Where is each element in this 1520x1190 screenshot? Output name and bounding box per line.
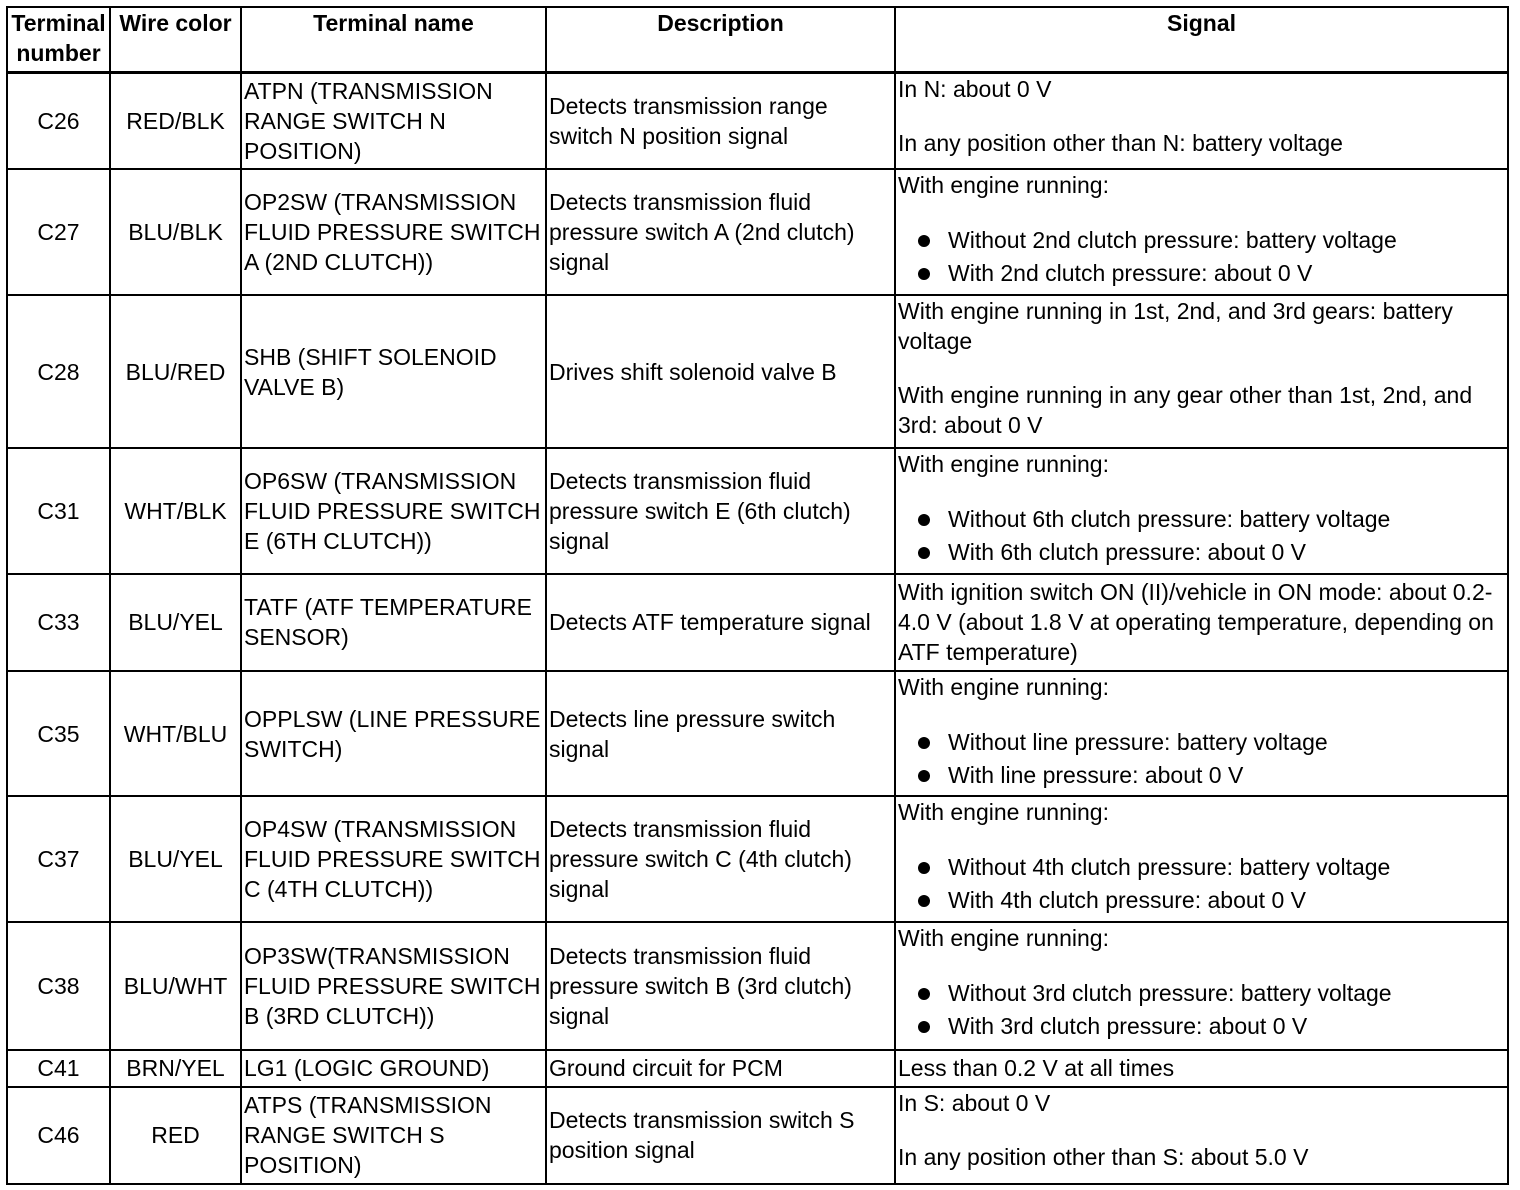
signal-bullet-item: Without 2nd clutch pressure: battery voltage xyxy=(918,224,1505,257)
header-terminal-number: Terminal number xyxy=(7,7,110,72)
wire-color-cell: RED/BLK xyxy=(110,72,241,169)
signal-text: With engine running: xyxy=(898,674,1109,701)
table-body xyxy=(7,72,1508,1184)
table-row xyxy=(7,796,1508,922)
terminal-number-cell: C46 xyxy=(7,1087,110,1184)
signal-text: With engine running: xyxy=(898,925,1109,952)
signal-text: With engine running: xyxy=(898,799,1109,826)
terminal-name-cell: ATPN (TRANSMISSION RANGE SWITCH N POSITION) xyxy=(241,72,546,169)
terminal-number-cell: C35 xyxy=(7,671,110,796)
description-cell: Detects transmission fluid pressure switch C (4th clutch) signal xyxy=(546,796,895,922)
signal-text: With engine running in any gear other than 1st, 2nd, and 3rd: about 0 V xyxy=(898,382,1473,439)
signal-bullet-item: With 2nd clutch pressure: about 0 V xyxy=(918,257,1505,290)
signal-bullet-item: Without line pressure: battery voltage xyxy=(918,726,1505,759)
table-row xyxy=(7,448,1508,574)
table-row xyxy=(7,295,1508,447)
terminal-name-cell: OP3SW(TRANSMISSION FLUID PRESSURE SWITCH B (3RD CLUTCH)) xyxy=(241,922,546,1049)
table-row xyxy=(7,169,1508,295)
signal-cell xyxy=(895,169,1508,295)
header-terminal-name: Terminal name xyxy=(241,7,546,72)
signal-bullet-item: With 6th clutch pressure: about 0 V xyxy=(918,536,1505,569)
terminal-name-cell: OP6SW (TRANSMISSION FLUID PRESSURE SWITCH E (6TH CLUTCH)) xyxy=(241,448,546,574)
table-row xyxy=(7,72,1508,169)
wire-color-cell: BLU/YEL xyxy=(110,574,241,671)
terminal-name-cell: TATF (ATF TEMPERATURE SENSOR) xyxy=(241,574,546,671)
description-cell: Detects transmission fluid pressure switch E (6th clutch) signal xyxy=(546,448,895,574)
description-cell: Detects line pressure switch signal xyxy=(546,671,895,796)
signal-text: With engine running: xyxy=(898,172,1109,199)
signal-cell xyxy=(895,1087,1508,1184)
signal-bullet-list xyxy=(898,503,1505,569)
table-row xyxy=(7,1050,1508,1087)
header-row xyxy=(7,7,1508,72)
wire-color-cell: WHT/BLK xyxy=(110,448,241,574)
header-wire-color: Wire color xyxy=(110,7,241,72)
header-signal: Signal xyxy=(895,7,1508,72)
signal-bullet-item: With 4th clutch pressure: about 0 V xyxy=(918,884,1505,917)
terminal-number-cell: C33 xyxy=(7,574,110,671)
table-row xyxy=(7,1087,1508,1184)
wire-color-cell: WHT/BLU xyxy=(110,671,241,796)
signal-text: With engine running in 1st, 2nd, and 3rd gears: battery voltage xyxy=(898,298,1453,355)
signal-bullet-item: Without 4th clutch pressure: battery voltage xyxy=(918,851,1505,884)
description-cell: Detects transmission fluid pressure switch B (3rd clutch) signal xyxy=(546,922,895,1049)
terminal-name-cell: OPPLSW (LINE PRESSURE SWITCH) xyxy=(241,671,546,796)
terminal-name-cell: OP4SW (TRANSMISSION FLUID PRESSURE SWITCH C (4TH CLUTCH)) xyxy=(241,796,546,922)
terminal-number-cell: C26 xyxy=(7,72,110,169)
signal-text: Less than 0.2 V at all times xyxy=(898,1055,1175,1082)
signal-bullet-list xyxy=(898,224,1505,290)
terminal-name-cell: OP2SW (TRANSMISSION FLUID PRESSURE SWITCH A (2ND CLUTCH)) xyxy=(241,169,546,295)
signal-bullet-list xyxy=(898,977,1505,1043)
signal-bullet-item: With 3rd clutch pressure: about 0 V xyxy=(918,1010,1505,1043)
terminal-number-cell: C27 xyxy=(7,169,110,295)
wire-color-cell: BLU/RED xyxy=(110,295,241,447)
wire-color-cell: BLU/WHT xyxy=(110,922,241,1049)
description-cell: Detects ATF temperature signal xyxy=(546,574,895,671)
signal-cell xyxy=(895,922,1508,1049)
table-row xyxy=(7,574,1508,671)
table-row xyxy=(7,671,1508,796)
signal-bullet-item: Without 6th clutch pressure: battery voltage xyxy=(918,503,1505,536)
wire-color-cell: BLU/BLK xyxy=(110,169,241,295)
description-cell: Drives shift solenoid valve B xyxy=(546,295,895,447)
terminal-number-cell: C31 xyxy=(7,448,110,574)
description-cell: Detects transmission fluid pressure switch A (2nd clutch) signal xyxy=(546,169,895,295)
terminal-name-cell: LG1 (LOGIC GROUND) xyxy=(241,1050,546,1087)
description-cell: Detects transmission switch S position signal xyxy=(546,1087,895,1184)
terminal-number-cell: C37 xyxy=(7,796,110,922)
terminal-number-cell: C28 xyxy=(7,295,110,447)
signal-text: In any position other than S: about 5.0 V xyxy=(898,1143,1309,1170)
wire-color-cell: BLU/YEL xyxy=(110,796,241,922)
wire-color-cell: RED xyxy=(110,1087,241,1184)
signal-cell xyxy=(895,574,1508,671)
signal-cell xyxy=(895,448,1508,574)
signal-bullet-item: With line pressure: about 0 V xyxy=(918,759,1505,792)
signal-bullet-item: Without 3rd clutch pressure: battery voltage xyxy=(918,977,1505,1010)
terminal-number-cell: C41 xyxy=(7,1050,110,1087)
signal-cell xyxy=(895,796,1508,922)
signal-text: In any position other than N: battery voltage xyxy=(898,129,1343,156)
signal-cell xyxy=(895,295,1508,447)
wire-color-cell: BRN/YEL xyxy=(110,1050,241,1087)
terminal-name-cell: ATPS (TRANSMISSION RANGE SWITCH S POSITION) xyxy=(241,1087,546,1184)
description-cell: Ground circuit for PCM xyxy=(546,1050,895,1087)
header-description: Description xyxy=(546,7,895,72)
signal-text: With ignition switch ON (II)/vehicle in ON mode: about 0.2-4.0 V (about 1.8 V at operating temperature, depending on ATF temperature) xyxy=(898,579,1494,666)
terminal-table xyxy=(6,6,1509,1185)
terminal-number-cell: C38 xyxy=(7,922,110,1049)
table-row xyxy=(7,922,1508,1049)
signal-cell xyxy=(895,1050,1508,1087)
signal-text: With engine running: xyxy=(898,450,1109,477)
signal-bullet-list xyxy=(898,726,1505,792)
terminal-name-cell: SHB (SHIFT SOLENOID VALVE B) xyxy=(241,295,546,447)
description-cell: Detects transmission range switch N position signal xyxy=(546,72,895,169)
signal-text: In N: about 0 V xyxy=(898,75,1052,102)
signal-bullet-list xyxy=(898,851,1505,917)
signal-cell xyxy=(895,671,1508,796)
signal-cell xyxy=(895,72,1508,169)
signal-text: In S: about 0 V xyxy=(898,1089,1051,1116)
